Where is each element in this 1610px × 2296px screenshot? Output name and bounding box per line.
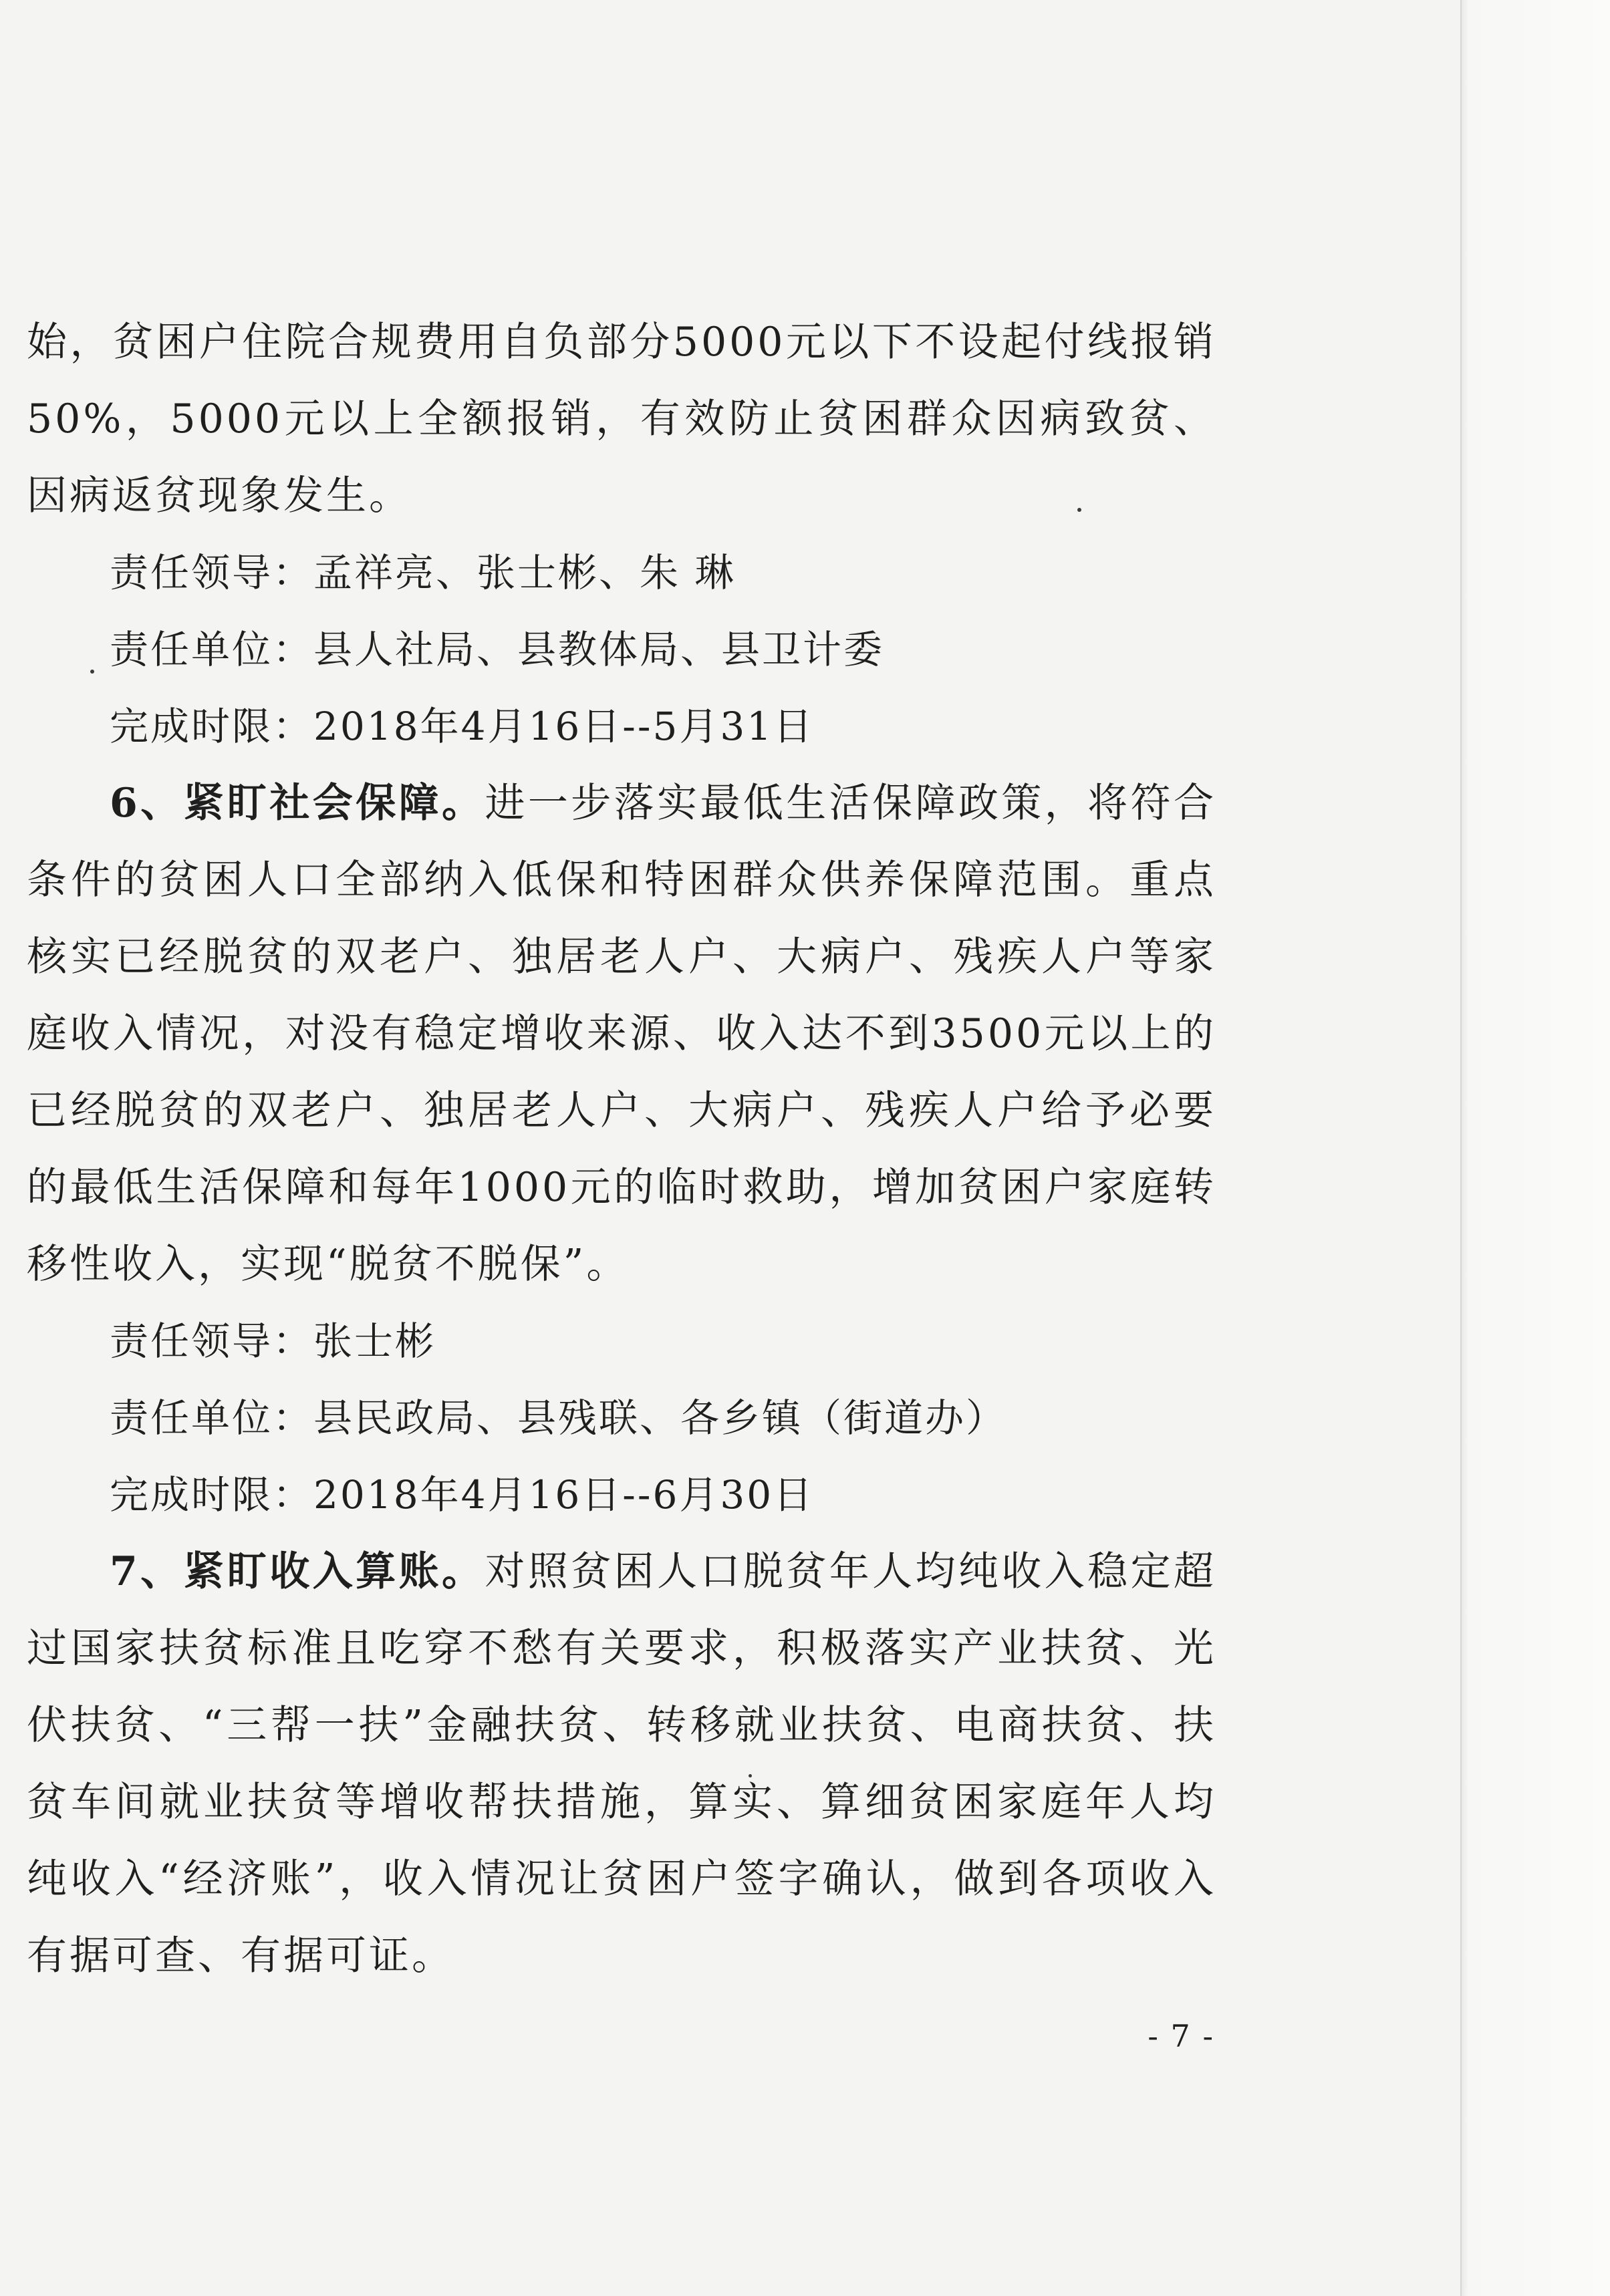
section5-continuation: 始，贫困户住院合规费用自负部分5000元以下不设起付线报销50%，5000元以上全额报销，有效防止贫困群众因病致贫、因病返贫现象发生。 xyxy=(27,319,1216,519)
section6-paragraph xyxy=(27,765,1216,1303)
page-number: - 7 - xyxy=(1148,2018,1214,2054)
page-edge-shadow xyxy=(1460,0,1610,2296)
scan-speck xyxy=(749,1774,752,1777)
scan-speck xyxy=(1077,508,1081,512)
section6-unit: 责任单位：县民政局、县残联、各乡镇（街道办） xyxy=(110,1395,1007,1441)
section5-leader: 责任领导：孟祥亮、张士彬、朱 琳 xyxy=(110,550,736,595)
section6-body: 进一步落实最低生活保障政策，将符合条件的贫困人口全部纳入低保和特困群众供养保障范围。重点核实已经脱贫的双老户、独居老人户、大病户、残疾人户等家庭收入情况，对没有稳定增收来源、收入达不到3500元以上的已经脱贫的双老户、独居老人户、大病户、残疾人户给予必要的最低生活保障和每年1000元的临时救助，增加贫困户家庭转移性收入，实现“脱贫不脱保”。 xyxy=(27,780,1216,1288)
section7-paragraph xyxy=(27,1534,1216,1995)
section5-deadline: 完成时限：2018年4月16日--5月31日 xyxy=(110,704,815,749)
section6-heading: 6、紧盯社会保障。 xyxy=(110,780,485,827)
document-body xyxy=(27,304,1216,1995)
section7-heading: 7、紧盯收入算账。 xyxy=(110,1548,485,1595)
section6-deadline: 完成时限：2018年4月16日--6月30日 xyxy=(110,1472,815,1518)
section5-unit: 责任单位：县人社局、县教体局、县卫计委 xyxy=(110,627,885,672)
section6-leader: 责任领导：张士彬 xyxy=(110,1318,436,1364)
scan-speck xyxy=(90,670,94,674)
section7-body: 对照贫困人口脱贫年人均纯收入稳定超过国家扶贫标准且吃穿不愁有关要求，积极落实产业扶贫、光伏扶贫、“三帮一扶”金融扶贫、转移就业扶贫、电商扶贫、扶贫车间就业扶贫等增收帮扶措施，算实、算细贫困家庭年人均纯收入“经济账”，收入情况让贫困户签字确认，做到各项收入有据可查、有据可证。 xyxy=(27,1548,1216,1979)
